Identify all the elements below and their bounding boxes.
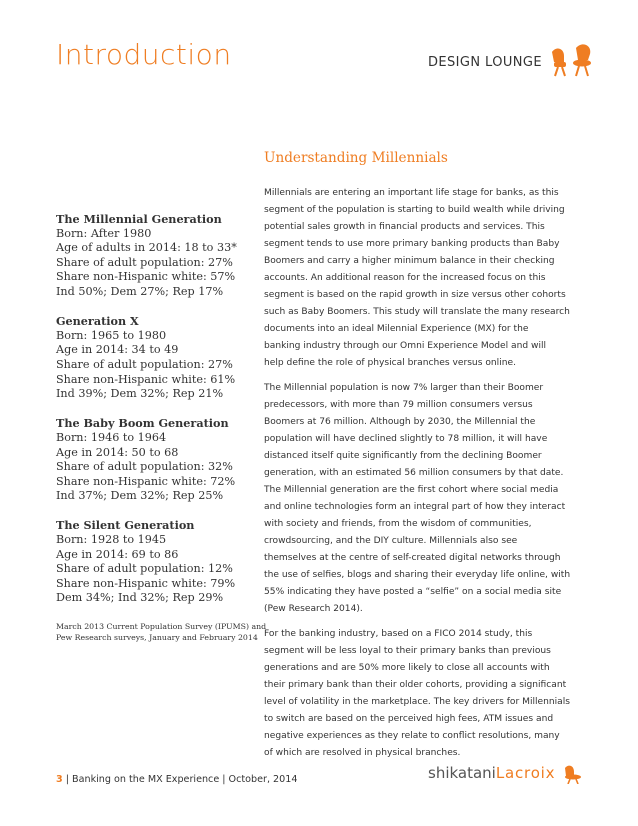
paragraph-line: themselves at the centre of self-created digital networks through (264, 553, 561, 563)
generation-stat: Share non-Hispanic white: 72% (56, 474, 236, 488)
generation-stat: Born: 1928 to 1945 (56, 533, 167, 547)
generation-stat: Share of adult population: 27% (56, 357, 233, 371)
paragraph-line: Millennials are entering an important life stage for banks, as this (264, 188, 559, 198)
shikatani-lacroix-logo (428, 764, 584, 788)
source-line: March 2013 Current Population Survey (IPUMS) and (56, 621, 267, 631)
paragraph-line: For the banking industry, based on a FICO 2014 study, this (264, 629, 533, 639)
generation-title: Generation X (56, 314, 139, 329)
footer-separator: | (65, 774, 69, 785)
generation-stat: Age of adults in 2014: 18 to 33* (56, 241, 237, 255)
paragraph-line: The Millennial population is now 7% larger than their Boomer (264, 383, 544, 393)
generation-sidebar (56, 212, 267, 643)
paragraph-line: predecessors, with more than 79 million consumers versus (264, 400, 533, 410)
generation-stat: Share non-Hispanic white: 61% (56, 372, 236, 386)
paragraph-line: generations and are 50% more likely to close all accounts with (264, 663, 550, 673)
generation-stat: Share of adult population: 27% (56, 255, 233, 269)
body-paragraph (264, 626, 594, 762)
generation-title: The Millennial Generation (56, 212, 222, 226)
generation-stat: Ind 37%; Dem 32%; Rep 25% (56, 489, 224, 503)
paragraph-line: negative experiences as they relate to conflict resolutions, many (264, 731, 560, 741)
paragraph-line: accounts. An additional reason for the increased focus on this (264, 273, 546, 283)
paragraph-line: such as Baby Boomers. This study will translate the many research (264, 307, 570, 317)
source-line: Pew Research surveys, January and February 2014 (56, 632, 258, 642)
paragraph-line: level of volatility in the marketplace. The key drivers for Millennials (264, 697, 571, 707)
generation-stat: Age in 2014: 69 to 86 (56, 547, 179, 561)
paragraph-line: banking industry through our Omni Experience Model and will (264, 341, 547, 351)
paragraph-line: and online technologies form an integral part of how they interact (264, 502, 566, 512)
paragraph-line: with society and friends, from the wisdom of communities, (264, 519, 532, 529)
paragraph-line: segment will be less loyal to their primary banks than previous (264, 646, 551, 656)
paragraph-line: documents into an ideal Milennial Experience (MX) for the (264, 324, 529, 334)
brand-name-part2: Lacroix (495, 764, 556, 782)
paragraph-line: their primary bank than their older cohorts, providing a significant (264, 680, 567, 690)
paragraph-line: (Pew Research 2014). (264, 604, 363, 614)
section-heading: Understanding Millennials (264, 150, 448, 166)
generation-stat: Share non-Hispanic white: 57% (56, 270, 236, 284)
paragraph-line: help define the role of physical branches versus online. (264, 358, 516, 368)
generation-stat: Dem 34%; Ind 32%; Rep 29% (56, 591, 224, 605)
paragraph-line: generation, with an estimated 56 million consumers by that date. (264, 468, 564, 478)
paragraph-line: the use of selfies, blogs and sharing their everyday life online, with (264, 570, 571, 580)
generation-title: The Baby Boom Generation (56, 416, 229, 431)
page-number: 3 (56, 774, 63, 785)
generation-stat: Born: 1946 to 1964 (56, 430, 167, 444)
brand-name-part1: shikatani (428, 764, 496, 782)
body-paragraph (264, 185, 594, 372)
paragraph-line: segment is based on the rapid growth in size versus other cohorts (264, 290, 566, 300)
paragraph-line: potential sales growth in financial products and services. This (264, 222, 545, 232)
generation-block (56, 518, 261, 606)
paragraph-line: segment of the population is starting to build wealth while driving (264, 205, 565, 215)
generation-stat: Age in 2014: 34 to 49 (56, 343, 179, 357)
paragraph-line: 55% indicating they have posted a “selfie” on a social media site (264, 587, 562, 597)
logo-text: DESIGN LOUNGE (428, 55, 542, 70)
body-text (264, 185, 594, 762)
body-paragraph (264, 380, 594, 618)
generation-stat: Age in 2014: 50 to 68 (56, 445, 179, 459)
generation-block (56, 416, 261, 504)
footer-title: Banking on the MX Experience | October, 2014 (72, 774, 298, 785)
footer-text (56, 774, 297, 785)
paragraph-line: of which are resolved in physical branches. (264, 748, 461, 758)
source-note (56, 621, 267, 643)
generation-stat: Ind 50%; Dem 27%; Rep 17% (56, 284, 224, 298)
paragraph-line: distanced itself quite significantly from the declining Boomer (264, 451, 542, 461)
paragraph-line: The Millennial generation are the first cohort where social media (264, 485, 559, 495)
paragraph-line: Boomers and carry a higher minimum balance in their checking (264, 256, 555, 266)
generation-stat: Born: After 1980 (56, 226, 152, 240)
generation-stat: Share non-Hispanic white: 79% (56, 576, 236, 590)
design-lounge-logo (428, 50, 598, 80)
generation-title: The Silent Generation (56, 518, 195, 533)
two-chairs-icon (548, 42, 598, 78)
generation-block (56, 212, 261, 300)
main-content (264, 150, 594, 770)
generation-stat: Share of adult population: 32% (56, 460, 233, 474)
paragraph-line: Boomers at 76 million. Although by 2030, the Millennial the (264, 417, 536, 427)
paragraph-line: segment tends to use more primary banking products than Baby (264, 239, 560, 249)
paragraph-line: to switch are based on the perceived high fees, ATM issues and (264, 714, 554, 724)
generation-block (56, 314, 261, 402)
page-title: Introduction (56, 38, 232, 71)
generation-stat: Share of adult population: 12% (56, 562, 233, 576)
generation-stat: Born: 1965 to 1980 (56, 328, 167, 342)
chair-icon (562, 764, 584, 784)
generation-stat: Ind 39%; Dem 32%; Rep 21% (56, 387, 224, 401)
paragraph-line: crowdsourcing, and the DIY culture. Millennials also see (264, 536, 518, 546)
paragraph-line: population will have declined slightly to 78 million, it will have (264, 434, 548, 444)
